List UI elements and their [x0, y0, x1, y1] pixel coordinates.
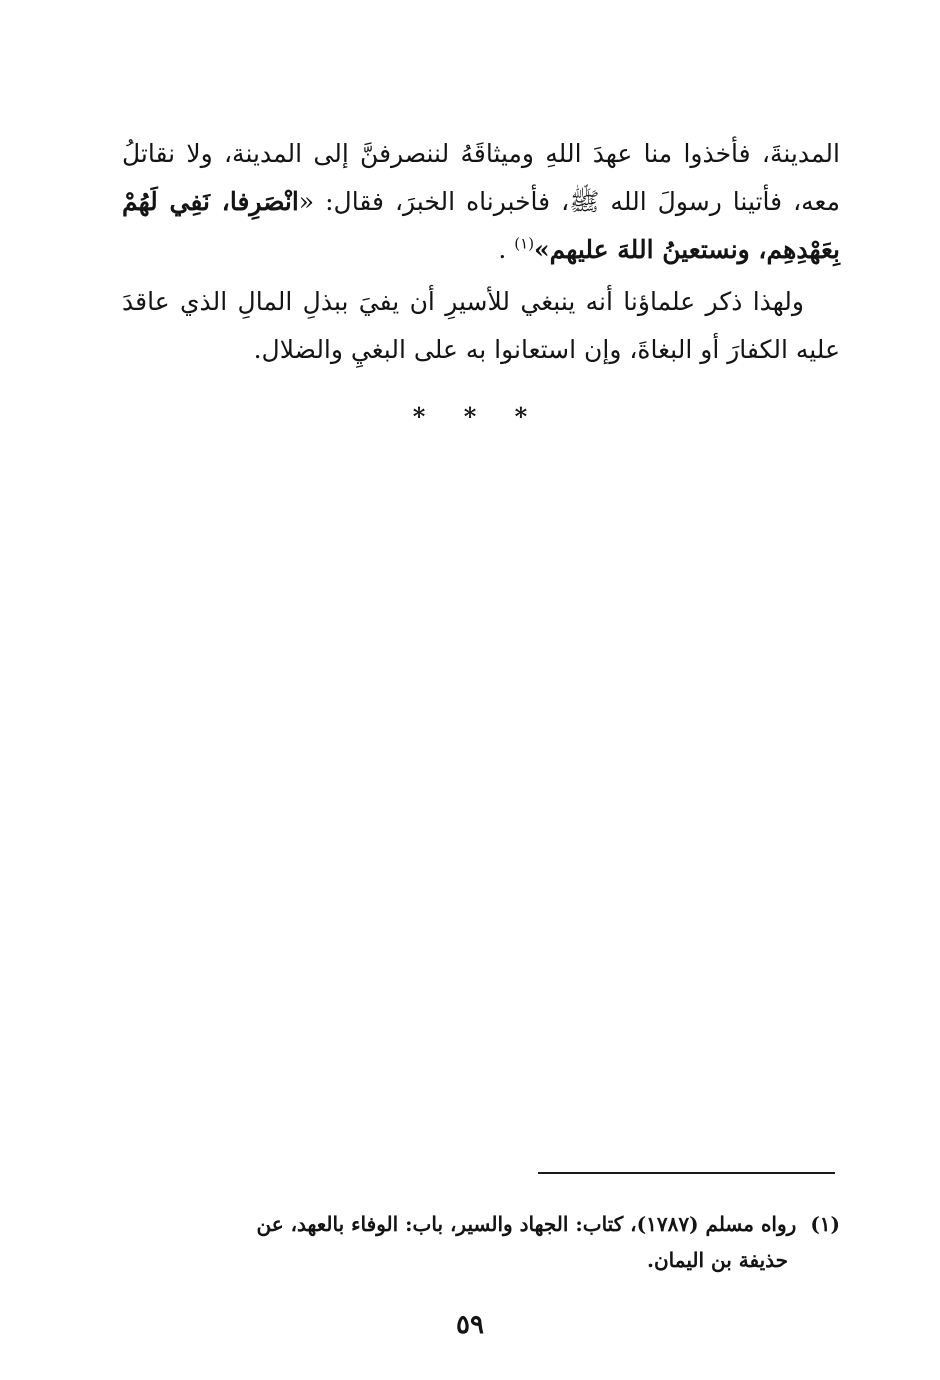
page-number: ٥٩ [456, 1310, 484, 1340]
paragraph-2: ولهذا ذكر علماؤنا أنه ينبغي للأسيرِ أن يفيَ ببذلِ المالِ الذي عاقدَ عليه الكفارَ أو البغاةَ، وإن استعانوا به على البغيِ والضلال. [122, 287, 840, 364]
paragraph-1 [122, 130, 840, 274]
asterisk-ornament: * [412, 402, 426, 431]
footnote-1-continuation: حذيفة بن اليمان. [647, 1248, 788, 1272]
paragraph-1-end: . [498, 235, 515, 264]
hadith-quote: انْصَرِفا، نَفِي لَهُمْ بِعَهْدِهِم، ونستعينُ اللهَ عليهم [122, 187, 840, 264]
asterisk-ornament: * [514, 402, 528, 431]
paragraph-1-text: المدينةَ، فأخذوا منا عهدَ اللهِ وميثاقَهُ لننصرفنَّ إلى المدينة، ولا نقاتلُ معه، فأتينا رسولَ الله ﷺ، فأخبرناه الخبرَ، فقال: « [122, 139, 840, 216]
footnotes-section [135, 1206, 840, 1278]
footnote-1 [135, 1206, 840, 1242]
footnote-number: (١) [810, 1212, 840, 1236]
section-separator [0, 402, 940, 431]
main-text [122, 130, 840, 374]
asterisk-ornament: * [463, 402, 477, 431]
footnote-reference: (١) [514, 234, 535, 253]
footnote-divider [538, 1172, 835, 1174]
quote-close-mark: » [534, 235, 550, 264]
footnote-text: رواه مسلم (١٧٨٧)، كتاب: الجهاد والسير، باب: الوفاء بالعهد، عن [256, 1212, 797, 1236]
